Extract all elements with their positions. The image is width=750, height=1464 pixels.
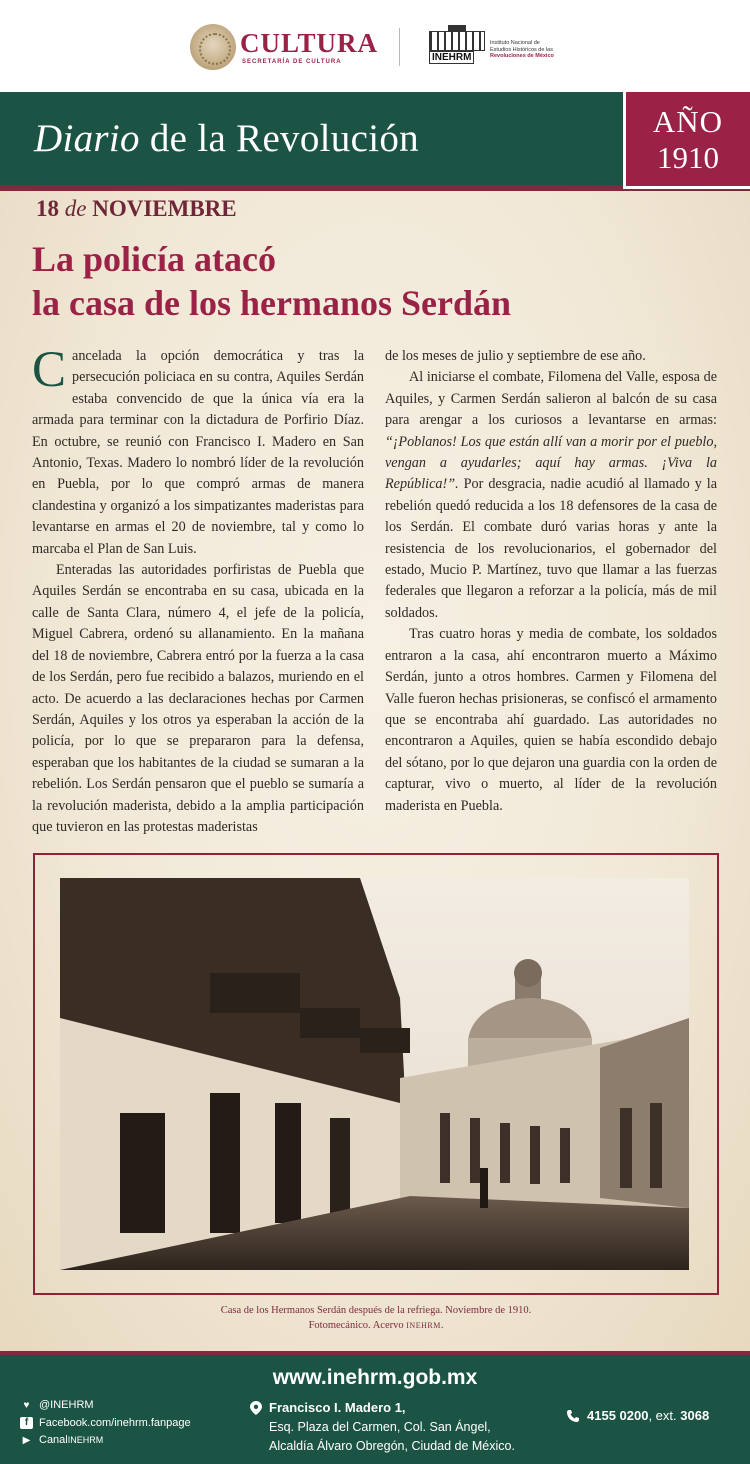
- inehrm-description: Instituto Nacional de Estudios Históricos de las Revoluciones de México: [490, 40, 554, 59]
- inehrm-building-icon: [429, 31, 485, 51]
- paragraph-4: Tras cuatro horas y media de combate, los soldados entraron a la casa, ahí encontraron muerto a Máximo Serdán, junto a otros hombres. Carmen y Filomena del Valle fueron hechas prisioneras, se confiscó el armamento que se encontraba ahí guardado. Las autoridades no encontraron a Aquiles, quien se había escondido debajo del sótano, por lo que dejaron una guardia con la orden de capturar, vivo o muerto, al líder de la revolución maderista en Puebla.: [385, 626, 717, 814]
- article-column-left: [32, 342, 364, 838]
- article-date: 18 de NOVIEMBRE: [36, 196, 237, 221]
- paragraph-2-continued: de los meses de julio y septiembre de ese año.: [385, 348, 646, 364]
- mexican-seal-icon: [190, 24, 236, 70]
- inehrm-logo: INEHRM: [429, 51, 474, 64]
- phone-number: 4155 0200, ext. 3068: [587, 1408, 710, 1423]
- year-badge: [623, 92, 750, 189]
- social-links: [20, 1397, 191, 1450]
- paragraph-1: Cancelada la opción democrática y tras la persecución policiaca en su contra, Aquiles Serdán estaba convencido de que la única vía era la armada para terminar con la dictadura de Porfirio Díaz. En octubre, se reunió con Francisco I. Madero en San Antonio, Texas. Madero lo nombró líder de la revolución en Puebla, por lo que compró armas de manera clandestina y organizó a los simpatizantes maderistas para levantarse en armas el 20 de noviembre, tal y como lo marcaba el Plan de San Luis.: [32, 342, 364, 557]
- facebook-link[interactable]: f Facebook.com/inehrm.fanpage: [20, 1415, 191, 1433]
- phone-icon: [566, 1409, 580, 1423]
- historic-photo: [60, 878, 689, 1270]
- website-link[interactable]: www.inehrm.gob.mx: [272, 1366, 478, 1389]
- twitter-icon: ♥: [23, 1399, 30, 1411]
- year-value: 1910: [657, 140, 719, 175]
- address: Francisco I. Madero 1, Esq. Plaza del Carmen, Col. San Ángel, Alcaldía Álvaro Obregón, Ciudad de México.: [269, 1400, 515, 1453]
- twitter-link[interactable]: ♥ @INEHRM: [20, 1397, 191, 1415]
- youtube-link[interactable]: ▶ Canal INEHRM: [20, 1432, 191, 1450]
- year-label: AÑO: [652, 104, 724, 139]
- article-headline: La policía atacó la casa de los hermanos Serdán: [32, 239, 512, 323]
- facebook-icon: f: [20, 1417, 33, 1429]
- article-column-right: [385, 346, 717, 817]
- photo-caption: Casa de los Hermanos Serdán después de la refriega. Noviembre de 1910. Fotomecánico. Acervo INEHRM.: [220, 1305, 532, 1331]
- youtube-icon: ▶: [22, 1434, 31, 1446]
- paragraph-3: Al iniciarse el combate, Filomena del Valle, esposa de Aquiles, y Carmen Serdán salieron al balcón de su casa para arengar a los curiosos a levantarse en armas: “¡Poblanos! Los que están allí van a morir por el pueblo, vengan a ayudarles; aquí hay armas. ¡Viva la República!”. Por desgracia, nadie acudió al llamado y la rebelión quedó reducida a los 18 defensores de la casa de los Serdán. El combate duró varias horas y ante la resistencia de los revolucionarios, el gobernador del estado, Mucio P. Martínez, tuvo que llamar a las fuerzas federales que llegaron a reforzar a la policía, más de mil soldados.: [385, 369, 717, 621]
- cultura-logo: CULTURA: [240, 28, 379, 58]
- page-title: Diario de la Revolución: [34, 117, 419, 160]
- logo-divider: [399, 28, 400, 66]
- drop-cap: C: [32, 342, 67, 398]
- location-pin-icon: [250, 1401, 262, 1415]
- paragraph-2: Enteradas las autoridades porfiristas de Puebla que Aquiles Serdán se encontraba en su casa, ubicada en la calle de Santa Clara, número 4, el jefe de la policía, Miguel Cabrera, ordenó su allanamiento. En la mañana del 18 de noviembre, Cabrera entró por la fuerza a la casa de los Serdán, pero fue recibido a balazos, muriendo en el acto. De acuerdo a las declaraciones hechas por Carmen Serdán, Aquiles y los otros ya esperaban la acción de la policía, por lo que se prepararon para la defensa, esperaban que los habitantes de la ciudad se sumaran a la rebelión. Los Serdán pensaron que el pueblo se sumaría a la revolución maderista, debido a la amplia participación que tuvieron en las protestas maderistas: [32, 562, 364, 835]
- cultura-subtitle: SECRETARÍA DE CULTURA: [242, 59, 342, 65]
